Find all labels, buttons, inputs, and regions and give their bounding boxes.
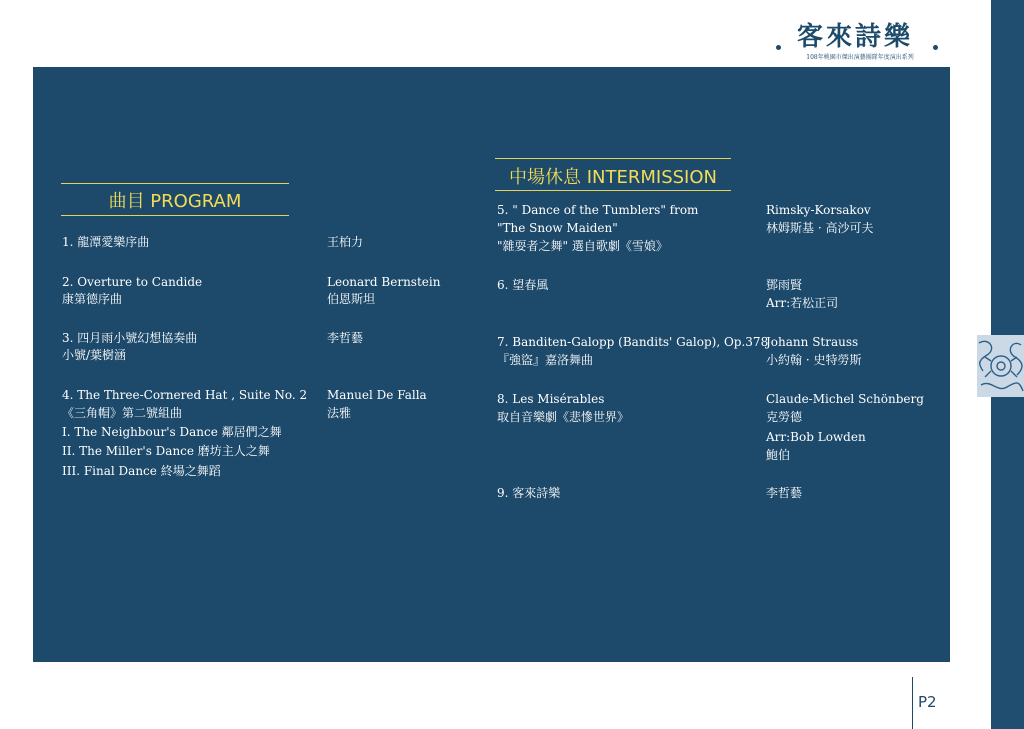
page-number: P2 (918, 693, 937, 711)
program-item-4-line-1: 4. The Three-Cornered Hat , Suite No. 2 (62, 388, 308, 402)
program-item-8-composer-1: Claude-Michel Schönberg (766, 392, 924, 406)
intermission-section-title: 中場休息 INTERMISSION (508, 167, 717, 188)
program-item-2-line-1: 2. Overture to Candide (62, 275, 203, 289)
page-header-title: 客來詩樂 (796, 22, 913, 52)
program-item-5-line-2: "The Snow Maiden" (497, 221, 618, 235)
page-number-divider (912, 677, 913, 729)
program-item-3-line-1: 3. 四月雨小號幻想協奏曲 (62, 331, 198, 345)
program-section-title: 曲目 PROGRAM (108, 191, 242, 212)
intermission-title-rule-top (495, 158, 731, 159)
program-item-2-line-2: 康第德序曲 (62, 292, 123, 306)
program-item-4-line-5: III. Final Dance 終場之舞蹈 (62, 464, 221, 478)
program-title-rule-bottom (61, 215, 289, 216)
program-item-4-line-3: I. The Neighbour's Dance 鄰居們之舞 (62, 425, 282, 439)
title-dot-left (776, 45, 781, 50)
program-item-6-line-1: 6. 望春風 (497, 278, 549, 292)
program-item-3-line-2: 小號/葉樹涵 (62, 348, 127, 362)
program-item-6-composer-2: Arr:若松正司 (766, 296, 839, 310)
program-item-9-line-1: 9. 客來詩樂 (497, 486, 561, 500)
program-item-1-line-1: 1. 龍潭愛樂序曲 (62, 235, 150, 249)
program-item-4-composer-2: 法雅 (327, 406, 352, 420)
title-dot-right (933, 45, 938, 50)
program-item-8-composer-4: 鮑伯 (766, 448, 791, 462)
program-item-5-line-1: 5. " Dance of the Tumblers" from (497, 203, 699, 217)
program-item-4-line-2: 《三角帽》第二號組曲 (62, 406, 183, 420)
program-item-7-composer-1: Johann Strauss (766, 335, 859, 349)
program-item-2-composer-1: Leonard Bernstein (327, 275, 441, 289)
floral-ornament (977, 335, 1024, 397)
intermission-title-rule-bottom (495, 190, 731, 191)
program-item-5-composer-2: 林姆斯基 · 高沙可夫 (766, 221, 874, 235)
program-item-9-composer-1: 李哲藝 (766, 486, 803, 500)
program-item-7-line-1: 7. Banditen-Galopp (Bandits' Galop), Op.378 (497, 335, 769, 349)
program-panel (33, 67, 950, 662)
program-item-7-line-2: 『強盜』嘉洛舞曲 (497, 353, 594, 367)
program-item-5-composer-1: Rimsky-Korsakov (766, 203, 871, 217)
program-item-4-line-4: II. The Miller's Dance 磨坊主人之舞 (62, 444, 270, 458)
program-title-rule-top (61, 183, 289, 184)
page-header-subtitle: 108年桃園市傑出演藝團隊年度演出系列 (806, 54, 914, 61)
program-item-8-line-1: 8. Les Misérables (497, 392, 605, 406)
program-item-4-composer-1: Manuel De Falla (327, 388, 427, 402)
program-item-8-composer-2: 克勞德 (766, 410, 803, 424)
program-item-1-composer-1: 王柏力 (327, 235, 364, 249)
program-item-5-line-3: "雜耍者之舞" 選自歌劇《雪娘》 (497, 239, 668, 253)
program-item-2-composer-2: 伯恩斯坦 (327, 292, 376, 306)
program-item-6-composer-1: 鄧雨賢 (766, 278, 803, 292)
program-item-3-composer-1: 李哲藝 (327, 331, 364, 345)
program-item-8-composer-3: Arr:Bob Lowden (766, 430, 866, 444)
program-item-8-line-2: 取自音樂劇《悲慘世界》 (497, 410, 630, 424)
program-item-7-composer-2: 小約翰 · 史特勞斯 (766, 353, 862, 367)
